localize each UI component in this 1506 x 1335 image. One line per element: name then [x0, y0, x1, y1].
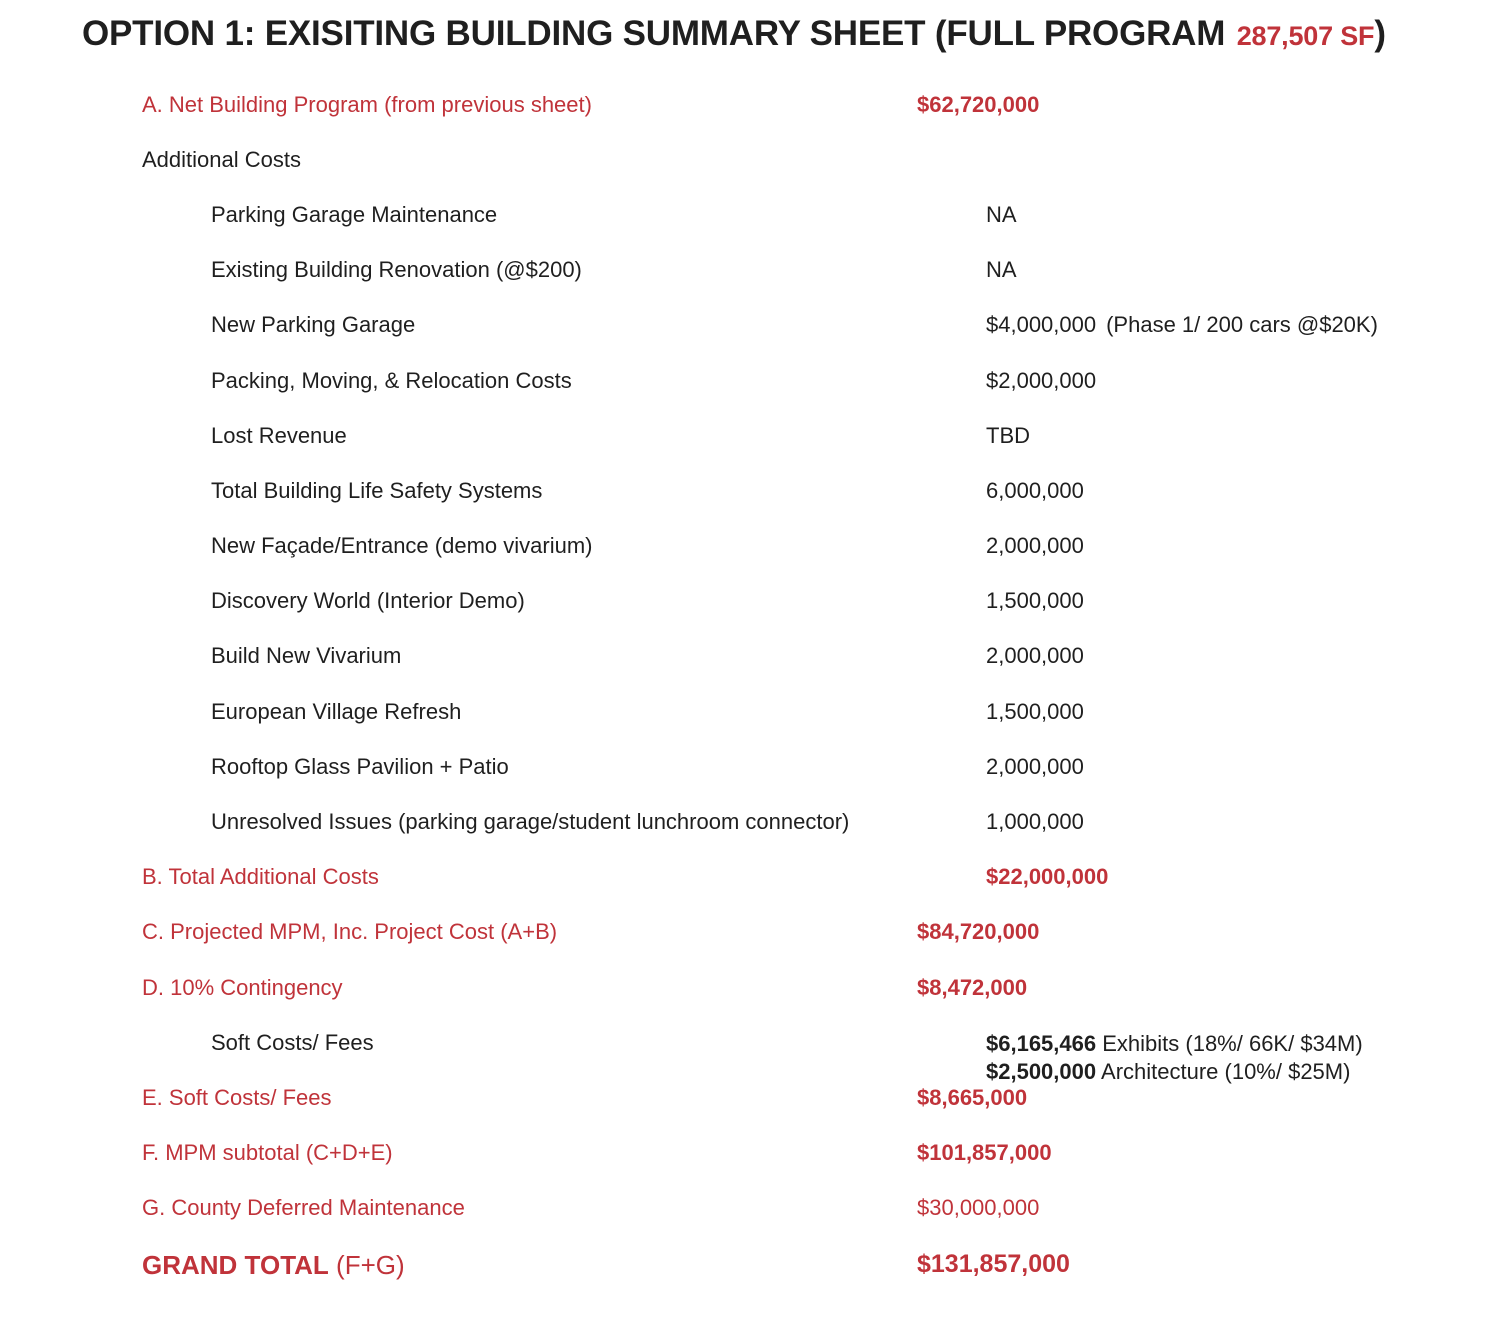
- additional-item-value: 1,000,000: [986, 809, 1084, 834]
- additional-item-label: Lost Revenue: [211, 423, 347, 448]
- total-additional-label: B. Total Additional Costs: [142, 864, 379, 889]
- additional-item-row: [0, 478, 1506, 508]
- projected-cost-label: C. Projected MPM, Inc. Project Cost (A+B): [142, 919, 558, 944]
- projected-cost-value: $84,720,000: [917, 919, 1040, 944]
- additional-item-label: Build New Vivarium: [211, 643, 402, 668]
- additional-item-row: [0, 368, 1506, 398]
- additional-item-value: NA: [986, 257, 1017, 282]
- soft-costs-breakdown: [986, 1030, 1363, 1086]
- soft-cost-amount: $6,165,466: [986, 1031, 1097, 1056]
- soft-costs-label: E. Soft Costs/ Fees: [142, 1085, 332, 1110]
- grand-total-row: [0, 1250, 1506, 1286]
- additional-item-label: Rooftop Glass Pavilion + Patio: [211, 754, 509, 779]
- net-program-label: A. Net Building Program (from previous sheet): [142, 92, 592, 117]
- additional-costs-heading: Additional Costs: [142, 147, 301, 172]
- soft-costs-detail-row: [0, 1030, 1506, 1088]
- additional-item-label: New Parking Garage: [211, 312, 416, 337]
- additional-item-value: 1,500,000: [986, 699, 1084, 724]
- net-program-value: $62,720,000: [917, 92, 1040, 117]
- soft-cost-line: [986, 1058, 1363, 1086]
- soft-costs-value: $8,665,000: [917, 1085, 1028, 1110]
- additional-item-label: Parking Garage Maintenance: [211, 202, 498, 227]
- additional-item-value: 2,000,000: [986, 643, 1084, 668]
- soft-costs-row: [0, 1085, 1506, 1115]
- soft-cost-line: [986, 1030, 1363, 1058]
- additional-item-row: [0, 312, 1506, 342]
- additional-item-label: New Façade/Entrance (demo vivarium): [211, 533, 593, 558]
- additional-item-row: [0, 809, 1506, 839]
- additional-item-label: Total Building Life Safety Systems: [211, 478, 543, 503]
- contingency-row: [0, 975, 1506, 1005]
- additional-item-row: [0, 588, 1506, 618]
- soft-costs-detail-label: Soft Costs/ Fees: [211, 1030, 374, 1055]
- additional-item-value: NA: [986, 202, 1017, 227]
- additional-item-value: 2,000,000: [986, 754, 1084, 779]
- additional-item-note: (Phase 1/ 200 cars @$20K): [1106, 312, 1378, 337]
- title-main: OPTION 1: EXISITING BUILDING SUMMARY SHEET (FULL PROGRAM: [82, 14, 1226, 53]
- soft-cost-description: Exhibits (18%/ 66K/ $34M): [1102, 1031, 1363, 1056]
- projected-cost-row: [0, 919, 1506, 949]
- additional-item-row: [0, 754, 1506, 784]
- additional-item-label: Packing, Moving, & Relocation Costs: [211, 368, 572, 393]
- additional-item-label: Discovery World (Interior Demo): [211, 588, 525, 613]
- additional-item-value: TBD: [986, 423, 1030, 448]
- additional-item-row: [0, 533, 1506, 563]
- additional-item-row: [0, 643, 1506, 673]
- additional-item-row: [0, 423, 1506, 453]
- mpm-subtotal-value: $101,857,000: [917, 1140, 1052, 1165]
- contingency-value: $8,472,000: [917, 975, 1028, 1000]
- county-maintenance-row: [0, 1195, 1506, 1225]
- additional-item-row: [0, 699, 1506, 729]
- net-program-row: [0, 92, 1506, 122]
- total-additional-row: [0, 864, 1506, 894]
- additional-costs-heading-row: [0, 147, 1506, 177]
- additional-item-label: Existing Building Renovation (@$200): [211, 257, 582, 282]
- page-title: [82, 14, 1386, 54]
- mpm-subtotal-label: F. MPM subtotal (C+D+E): [142, 1140, 393, 1165]
- additional-item-value: $4,000,000: [986, 312, 1097, 337]
- county-maintenance-value: $30,000,000: [917, 1195, 1040, 1220]
- grand-total-label: GRAND TOTAL: [142, 1250, 329, 1280]
- grand-total-value: $131,857,000: [917, 1250, 1070, 1278]
- additional-item-value-with-note: [986, 312, 1378, 338]
- county-maintenance-label: G. County Deferred Maintenance: [142, 1195, 465, 1220]
- soft-cost-amount: $2,500,000: [986, 1059, 1097, 1084]
- additional-item-row: [0, 257, 1506, 287]
- grand-total-suffix: (F+G): [336, 1250, 405, 1280]
- title-close-paren: ): [1374, 14, 1386, 53]
- additional-item-value: 1,500,000: [986, 588, 1084, 613]
- mpm-subtotal-row: [0, 1140, 1506, 1170]
- additional-item-value: 6,000,000: [986, 478, 1084, 503]
- total-additional-value: $22,000,000: [986, 864, 1109, 889]
- additional-item-value: $2,000,000: [986, 368, 1097, 393]
- additional-item-row: [0, 202, 1506, 232]
- title-square-footage: 287,507 SF: [1236, 21, 1375, 51]
- grand-total-label-group: [142, 1250, 405, 1281]
- additional-item-label: European Village Refresh: [211, 699, 462, 724]
- contingency-label: D. 10% Contingency: [142, 975, 343, 1000]
- soft-cost-description: Architecture (10%/ $25M): [1101, 1059, 1351, 1084]
- additional-item-label: Unresolved Issues (parking garage/student lunchroom connector): [211, 809, 850, 834]
- additional-item-value: 2,000,000: [986, 533, 1084, 558]
